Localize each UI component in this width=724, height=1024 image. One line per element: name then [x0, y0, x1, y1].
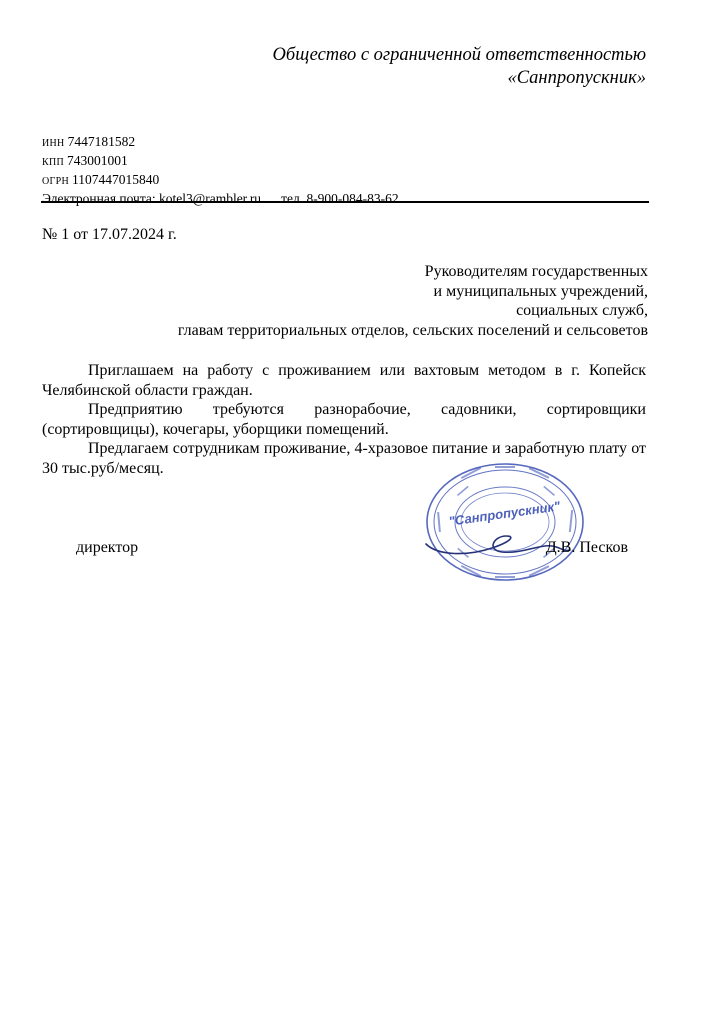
inn-label: ИНН [42, 138, 65, 149]
kpp-value: 743001001 [67, 153, 128, 168]
email-text: Электронная почта: kotel3@rambler.ru [42, 191, 262, 206]
addressee-line3: социальных служб, [516, 302, 648, 319]
org-name-line2: «Санпропускник» [507, 68, 646, 88]
addressee-line1: Руководителям государственных [424, 263, 648, 280]
inn-row [42, 133, 648, 152]
stamp-center-text: "Санпропускник" [447, 498, 562, 529]
kpp-row [42, 152, 648, 171]
contacts-row [42, 190, 648, 207]
addressee-block [88, 262, 648, 340]
ogrn-label: ОГРН [42, 176, 69, 187]
phone-text: тел. 8-900-084-83-62 [281, 191, 399, 206]
document-number-date: № 1 от 17.07.2024 г. [42, 226, 177, 243]
inn-value: 7447181582 [67, 134, 136, 149]
header-divider [41, 201, 649, 203]
addressee-line4: главам территориальных отделов, сельских поселений и сельсоветов [177, 321, 648, 339]
ogrn-row [42, 171, 648, 190]
org-name-line1: Общество с ограниченной ответственностью [272, 45, 646, 65]
signatory-name: Д.В. Песков [545, 539, 628, 556]
body-paragraph-1: Приглашаем на работу с проживанием или вахтовым методом в г. Копейск Челябинской области граждан. [42, 362, 646, 399]
body-paragraph-3: Предлагаем сотрудникам проживание, 4-хразовое питание и заработную плату от 30 тыс.руб/месяц. [42, 440, 646, 477]
kpp-label: КПП [42, 157, 65, 168]
requisites-block [42, 133, 648, 207]
ogrn-value: 1107447015840 [72, 172, 160, 187]
company-stamp [420, 460, 590, 590]
addressee-line2: и муниципальных учреждений, [433, 282, 648, 300]
body-paragraph-2: Предприятию требуются разнорабочие, садовники, сортировщики (сортировщицы), кочегары, уборщики помещений. [42, 401, 646, 438]
letterhead-organization [126, 44, 646, 90]
signatory-title: директор [76, 539, 139, 556]
